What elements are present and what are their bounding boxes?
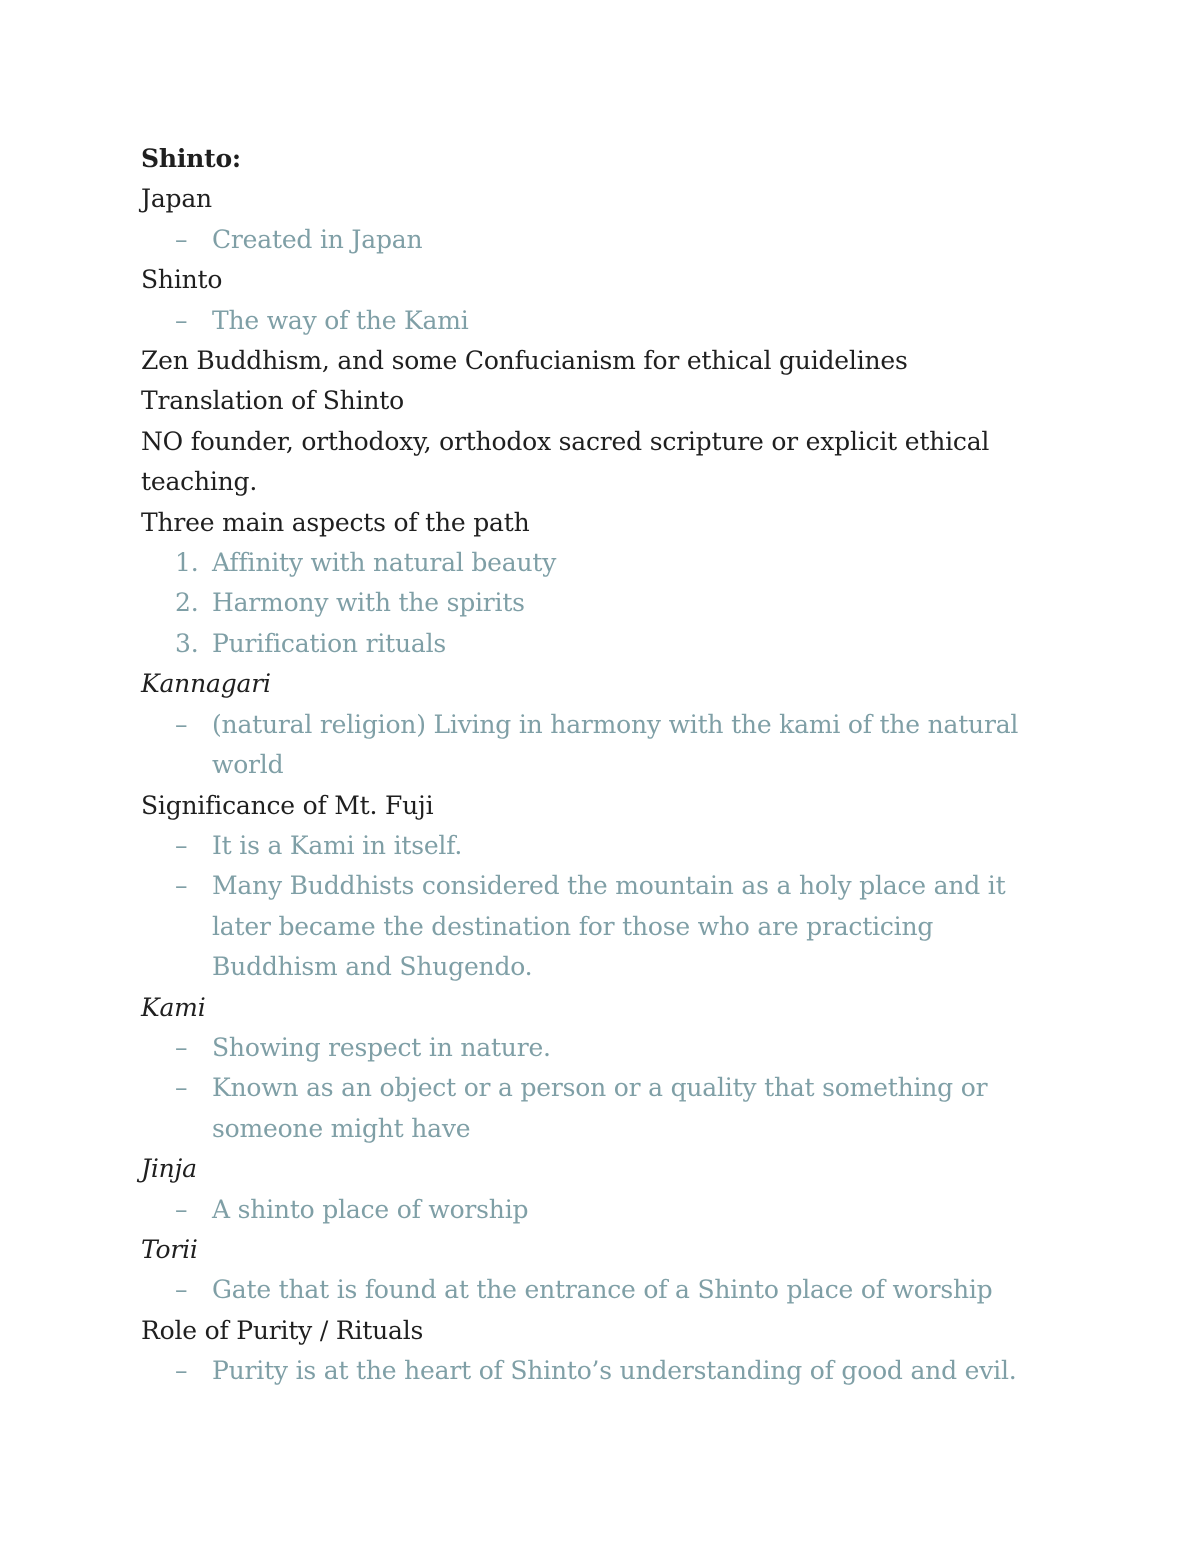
- list-item: [141, 1270, 1041, 1310]
- translation-line: Translation of Shinto: [141, 386, 404, 416]
- list-item: [141, 1351, 1041, 1391]
- numbered-item: [141, 624, 1041, 664]
- heading-jinja: Jinja: [141, 1154, 197, 1184]
- heading-japan: Japan: [141, 184, 212, 214]
- dash-bullet: –: [175, 830, 188, 860]
- heading-kannagari: Kannagari: [141, 669, 271, 699]
- zen-buddhism-line: Zen Buddhism, and some Confucianism for ethical guidelines: [141, 346, 908, 376]
- list-item: [141, 1028, 1041, 1068]
- dash-bullet: –: [175, 1032, 188, 1062]
- dash-bullet: –: [175, 224, 188, 254]
- item-text: Known as an object or a person or a quality that something or someone might have: [212, 1073, 988, 1143]
- numbered-item: [141, 543, 1041, 583]
- item-number: 3.: [175, 628, 199, 658]
- dash-bullet: –: [175, 709, 188, 739]
- list-item: [141, 220, 1041, 260]
- heading-purity-rituals: Role of Purity / Rituals: [141, 1315, 424, 1345]
- item-text: Showing respect in nature.: [212, 1032, 551, 1062]
- item-text: Affinity with natural beauty: [212, 548, 557, 578]
- item-text: Created in Japan: [212, 224, 423, 254]
- item-text: (natural religion) Living in harmony with the kami of the natural world: [212, 709, 1019, 780]
- heading-shinto: Shinto: [141, 265, 223, 295]
- dash-bullet: –: [175, 1356, 188, 1386]
- heading-kami: Kami: [141, 992, 206, 1022]
- document-title: Shinto:: [141, 144, 241, 173]
- item-text: Harmony with the spirits: [212, 588, 525, 618]
- numbered-item: [141, 583, 1041, 623]
- item-text: Many Buddhists considered the mountain as a holy place and it later became the destination for those who are practicing Buddhism and Shugendo.: [212, 871, 1006, 982]
- dash-bullet: –: [175, 1275, 188, 1305]
- list-item: [141, 826, 1041, 866]
- item-text: Purity is at the heart of Shinto’s understanding of good and evil.: [212, 1356, 1017, 1386]
- heading-torii: Torii: [141, 1234, 198, 1264]
- list-item: [141, 705, 1041, 786]
- heading-mt-fuji: Significance of Mt. Fuji: [141, 790, 434, 820]
- dash-bullet: –: [175, 305, 188, 335]
- dash-bullet: –: [175, 1073, 188, 1103]
- list-item: [141, 1190, 1041, 1230]
- list-item: [141, 866, 1041, 987]
- list-item: [141, 301, 1041, 341]
- no-founder-line: NO founder, orthodoxy, orthodox sacred scripture or explicit ethical teaching.: [141, 426, 990, 497]
- document-page: [141, 139, 1041, 1392]
- item-text: It is a Kami in itself.: [212, 830, 463, 860]
- item-text: Purification rituals: [212, 628, 446, 658]
- dash-bullet: –: [175, 1194, 188, 1224]
- item-text: The way of the Kami: [212, 305, 469, 335]
- heading-three-aspects: Three main aspects of the path: [141, 507, 530, 537]
- list-item: [141, 1068, 1041, 1149]
- item-number: 1.: [175, 548, 199, 578]
- dash-bullet: –: [175, 871, 188, 901]
- item-text: A shinto place of worship: [212, 1194, 529, 1224]
- item-text: Gate that is found at the entrance of a Shinto place of worship: [212, 1275, 993, 1305]
- item-number: 2.: [175, 588, 199, 618]
